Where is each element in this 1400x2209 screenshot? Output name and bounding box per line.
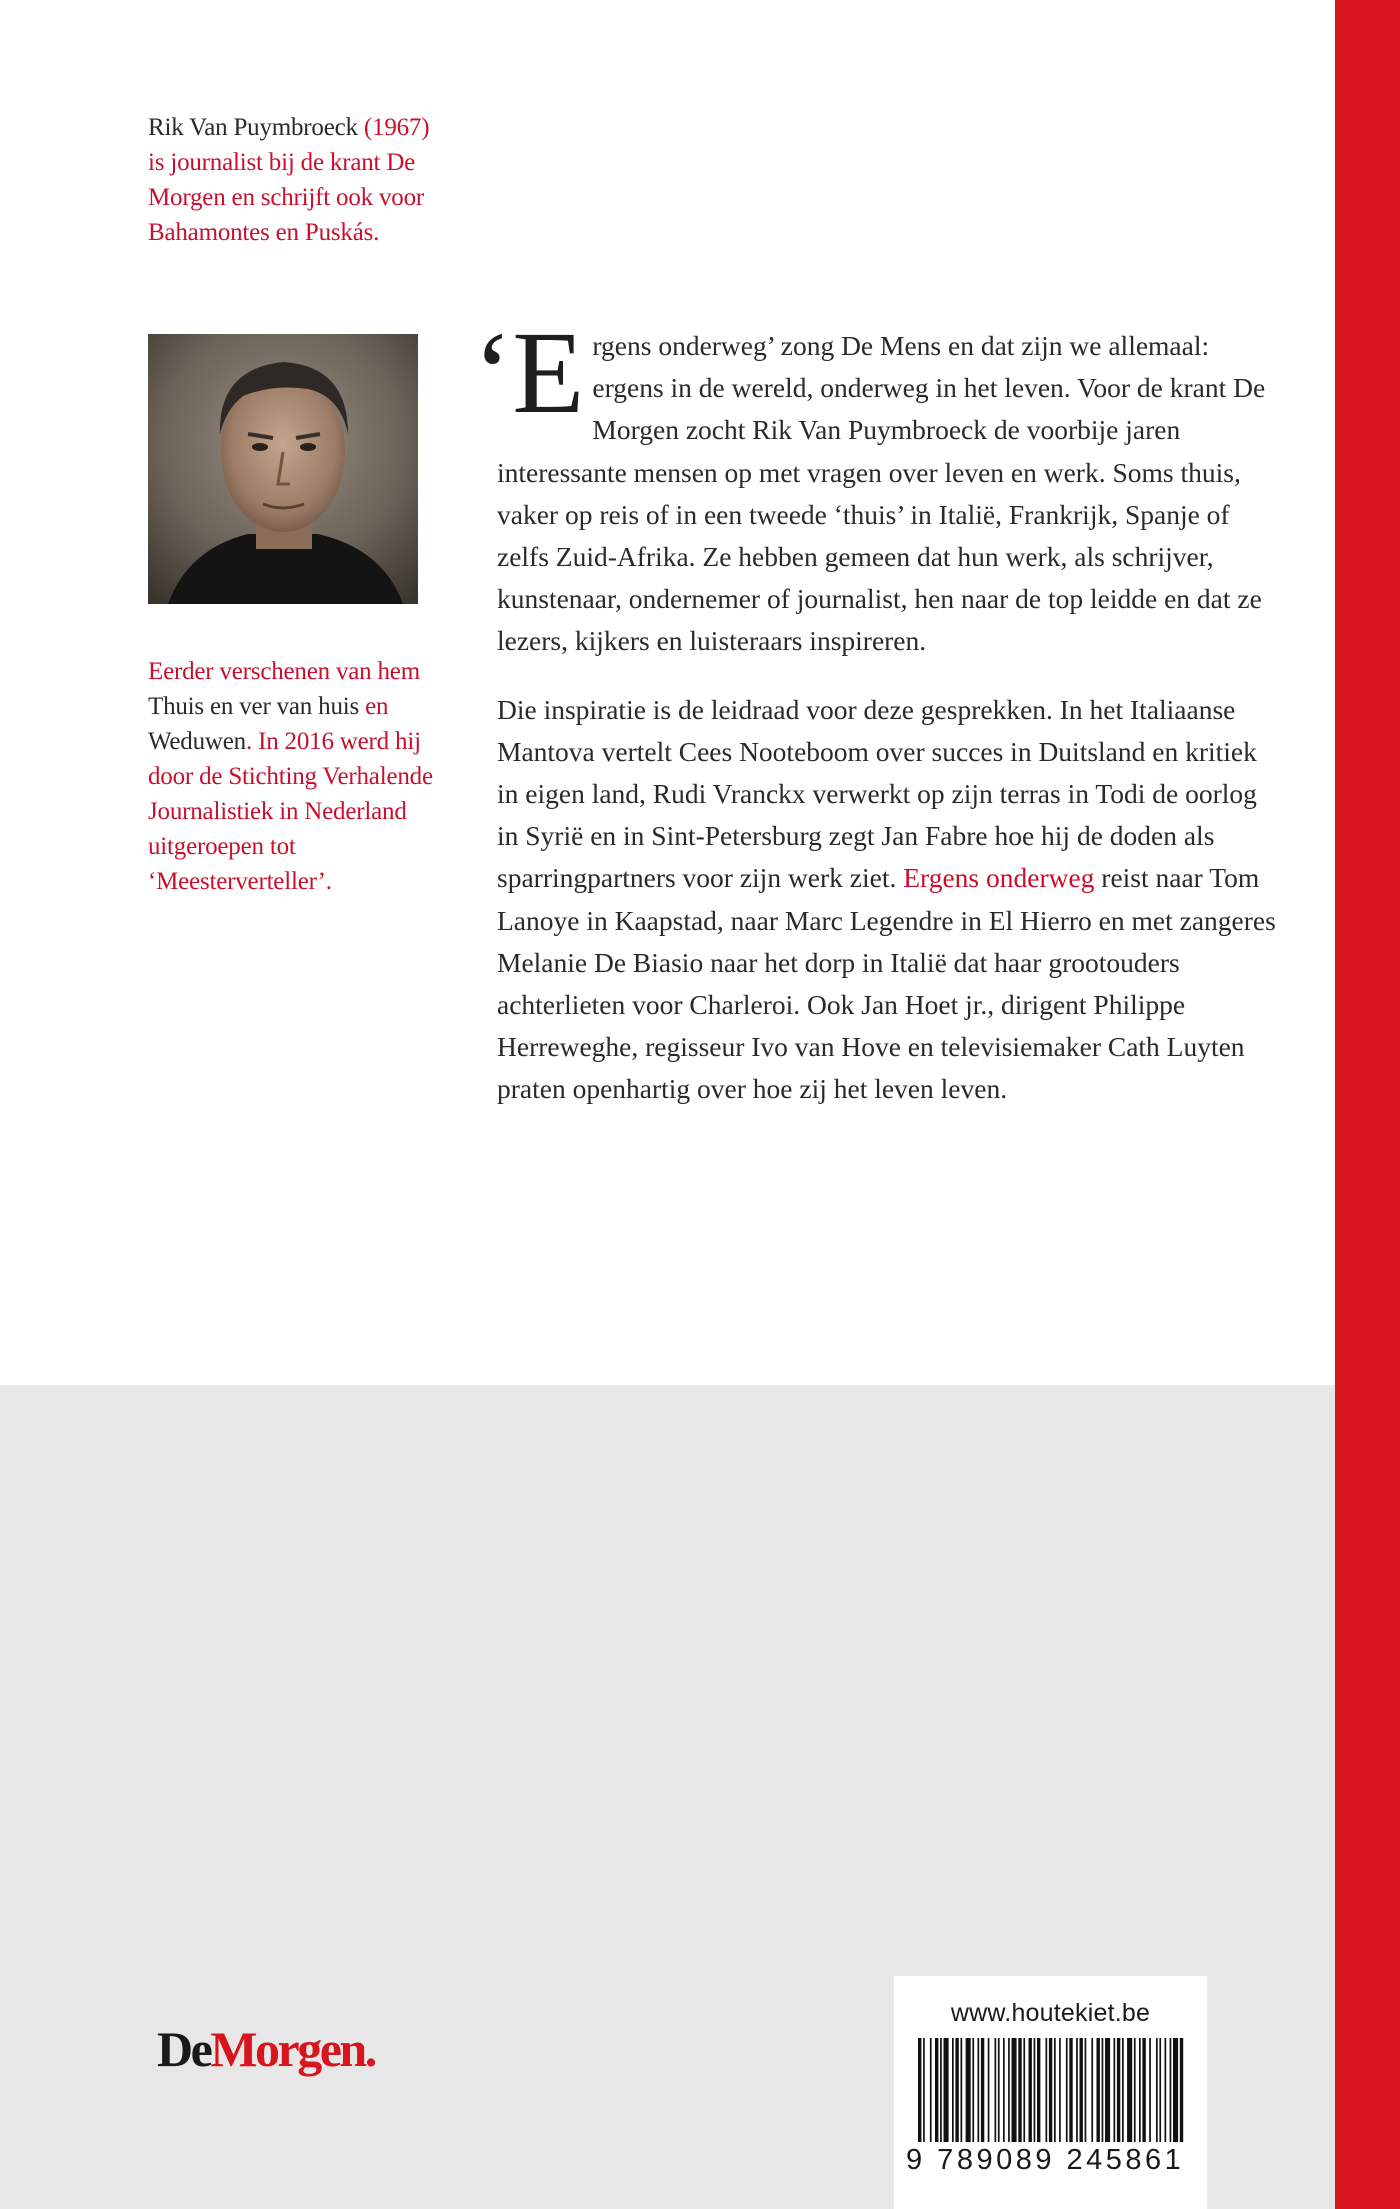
barcode-bar [1117, 2038, 1120, 2142]
barcode-bar [1085, 2038, 1087, 2142]
barcode-bar [1018, 2038, 1021, 2142]
barcode-bar [1114, 2038, 1116, 2142]
blurb-paragraph-2-b: reist naar Tom Lanoye in Kaapstad, naar Marc Legendre in El Hierro en met zangeres Melanie De Biasio naar het dorp in Italië dat haar grootouders achterlieten voor Charleroi. Ook Jan Hoet jr., dirigent Philippe Herreweghe, regisseur Ivo van Hove en televisiemaker Cath Luyten praten openhartig over hoe zij het leven leven. [497, 862, 1276, 1105]
barcode-bar [1139, 2038, 1141, 2142]
previous-intro: Eerder verschenen van hem [148, 658, 420, 685]
author-portrait [148, 334, 418, 604]
barcode-bar [1076, 2038, 1078, 2142]
barcode-bar [1170, 2038, 1172, 2142]
barcode-bar [1034, 2038, 1036, 2142]
barcode-bar [1037, 2038, 1040, 2142]
isbn-digits: 9 789089 245861 [906, 2144, 1185, 2176]
barcode-bar [955, 2038, 958, 2142]
barcode-bar [935, 2038, 938, 2142]
barcode-bar [1046, 2038, 1048, 2142]
barcode-bar [978, 2038, 980, 2142]
author-name: Rik Van Puymbroeck [148, 114, 358, 141]
blurb-paragraph-2-a: Die inspiratie is de leidraad voor deze gesprekken. In het Italiaanse Mantova vertelt Cees Nooteboom over succes in Duitsland en kritiek in eigen land, Rudi Vranckx verwerkt op zijn terras in Todi de oorlog in Syrië en in Sint-Petersburg zegt Jan Fabre hoe hij de doden als sparringpartners voor zijn werk ziet. [497, 693, 1257, 894]
barcode-bar [1069, 2038, 1072, 2142]
barcode-bar [918, 2038, 921, 2142]
barcode-bar [1122, 2038, 1124, 2142]
barcode-bar [966, 2038, 971, 2142]
barcode-bar [952, 2038, 954, 2142]
barcode-bar [1149, 2038, 1151, 2142]
barcode-bar [1105, 2038, 1110, 2142]
barcode-bar [995, 2038, 997, 2142]
barcode-bar [1159, 2038, 1161, 2142]
blurb-paragraph-1 [473, 307, 1277, 663]
barcode-panel [894, 1976, 1207, 2209]
barcode-bar [1003, 2038, 1005, 2142]
barcode-bar [1180, 2038, 1183, 2142]
barcode-bar [1156, 2038, 1158, 2142]
previous-award: In 2016 werd hij door de Stichting Verhalende Journalistiek in Nederland uitgeroepen tot ‘Meesterverteller’. [148, 728, 433, 895]
barcode-bar [1059, 2038, 1061, 2142]
logo-de: De [157, 2021, 211, 2077]
spine-red-stripe [1335, 0, 1400, 2209]
isbn-barcode [916, 2038, 1188, 2142]
previous-period: . [245, 728, 253, 755]
barcode-bar [930, 2038, 932, 2142]
barcode-bar [1102, 2038, 1104, 2142]
drop-cap: ‘E [473, 307, 585, 438]
blurb-paragraph-2 [497, 689, 1277, 1111]
barcode-bar [1008, 2038, 1010, 2142]
barcode-bar [981, 2038, 984, 2142]
barcode-bar [923, 2038, 925, 2142]
barcode-bar [1012, 2038, 1017, 2142]
barcode-bar [998, 2038, 1000, 2142]
barcode-bar [961, 2038, 963, 2142]
barcode-bar [944, 2038, 949, 2142]
blurb-paragraph-1-text: rgens onderweg’ zong De Mens en dat zijn we allemaal: ergens in de wereld, onderweg in het leven. Voor de krant De Morgen zocht Rik Van Puymbroeck de voorbije jaren interessante mensen op met vragen over leven en werk. Soms thuis, vaker op reis of in een tweede ‘thuis’ in Italië, Frankrijk, Spanje of zelfs Zuid-Afrika. Ze hebben gemeen dat hun werk, als schrijver, kunstenaar, ondernemer of journalist, hen naar de top leidde en dat ze lezers, kijkers en luisteraars inspireren. [497, 330, 1266, 657]
barcode-bar [1066, 2038, 1068, 2142]
previous-book-2: Weduwen [148, 728, 246, 755]
previous-works [148, 654, 448, 899]
barcode-bar [988, 2038, 990, 2142]
barcode-bar [1142, 2038, 1145, 2142]
barcode-bar [940, 2038, 942, 2142]
barcode-bar [1173, 2038, 1178, 2142]
book-title-inline: Ergens onderweg [903, 862, 1095, 894]
author-bio-text: (1967) is journalist bij de krant De Morgen en schrijft ook voor Bahamontes en Puskás. [148, 114, 430, 246]
barcode-bar [1091, 2038, 1093, 2142]
barcode-bar [1054, 2038, 1056, 2142]
barcode-bar [1023, 2038, 1025, 2142]
author-bio [148, 110, 448, 250]
de-morgen-logo [157, 2020, 375, 2078]
barcode-bar [1134, 2038, 1136, 2142]
author-portrait-image [148, 334, 418, 604]
blurb [473, 307, 1277, 1111]
barcode-bar [1127, 2038, 1132, 2142]
previous-book-1: Thuis en ver van huis [148, 693, 360, 720]
barcode-bar [1080, 2038, 1083, 2142]
barcode-bar [972, 2038, 974, 2142]
barcode-bar [1165, 2038, 1167, 2142]
barcode-bar [1029, 2038, 1032, 2142]
previous-and: en [365, 693, 389, 720]
logo-morgen: Morgen. [210, 2021, 375, 2077]
publisher-url: www.houtekiet.be [950, 1999, 1151, 2027]
barcode-bar [1097, 2038, 1100, 2142]
barcode-bar [1049, 2038, 1052, 2142]
